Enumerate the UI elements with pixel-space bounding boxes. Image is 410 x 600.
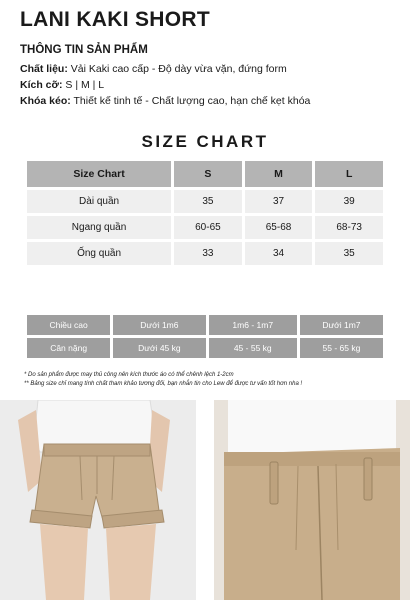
product-photo-front <box>0 400 196 600</box>
table-cell: 35 <box>174 190 242 213</box>
material-line <box>20 63 287 75</box>
table-cell: 35 <box>315 242 383 265</box>
footnote: ** Bảng size chỉ mang tính chất tham khảo tương đối, bạn nhắn tin cho Lew để được tư vấn tốt hơn nha ! <box>24 381 303 387</box>
table-row <box>27 315 383 335</box>
table-cell: Chiều cao <box>27 315 110 335</box>
size-line <box>20 79 104 91</box>
table-cell: Dài quần <box>27 190 171 213</box>
product-title: LANI KAKI SHORT <box>20 8 210 31</box>
table-cell: 1m6 - 1m7 <box>209 315 297 335</box>
product-info-heading: THÔNG TIN SẢN PHẨM <box>20 44 148 56</box>
size-chart-header-cell: S <box>174 161 242 187</box>
table-row <box>27 216 383 239</box>
table-cell: 45 - 55 kg <box>209 338 297 358</box>
table-cell: Ống quần <box>27 242 171 265</box>
table-cell: Dưới 1m7 <box>300 315 383 335</box>
size-chart-header-cell: L <box>315 161 383 187</box>
table-cell: 65-68 <box>245 216 313 239</box>
size-chart-header-cell: Size Chart <box>27 161 171 187</box>
size-chart-title: SIZE CHART <box>141 132 269 151</box>
table-cell: Dưới 1m6 <box>113 315 205 335</box>
table-cell: 60-65 <box>174 216 242 239</box>
table-cell: 55 - 65 kg <box>300 338 383 358</box>
table-row <box>27 190 383 213</box>
table-cell: 68-73 <box>315 216 383 239</box>
size-chart-header-cell: M <box>245 161 313 187</box>
table-row <box>27 338 383 358</box>
size-value: S | M | L <box>62 79 105 91</box>
product-photo-detail <box>214 400 410 600</box>
table-cell: 33 <box>174 242 242 265</box>
zipper-label: Khóa kéo: <box>20 95 71 107</box>
size-label: Kích cỡ: <box>20 79 63 91</box>
table-cell: 34 <box>245 242 313 265</box>
body-measure-table <box>24 312 386 361</box>
material-label: Chất liệu: <box>20 63 68 75</box>
size-chart-header-row <box>27 161 383 187</box>
table-cell: 39 <box>315 190 383 213</box>
zipper-value: Thiết kế tinh tế - Chất lượng cao, hạn chế kẹt khóa <box>70 95 311 107</box>
table-cell: 37 <box>245 190 313 213</box>
footnote: * Do sản phẩm được may thủ công nên kích thước áo có thể chênh lệch 1-2cm <box>24 372 234 378</box>
zipper-line <box>20 95 310 107</box>
material-value: Vải Kaki cao cấp - Độ dày vừa vặn, đứng form <box>67 63 287 75</box>
size-chart-table <box>24 158 386 268</box>
table-cell: Ngang quần <box>27 216 171 239</box>
table-row <box>27 242 383 265</box>
table-cell: Dưới 45 kg <box>113 338 205 358</box>
table-cell: Cân nặng <box>27 338 110 358</box>
